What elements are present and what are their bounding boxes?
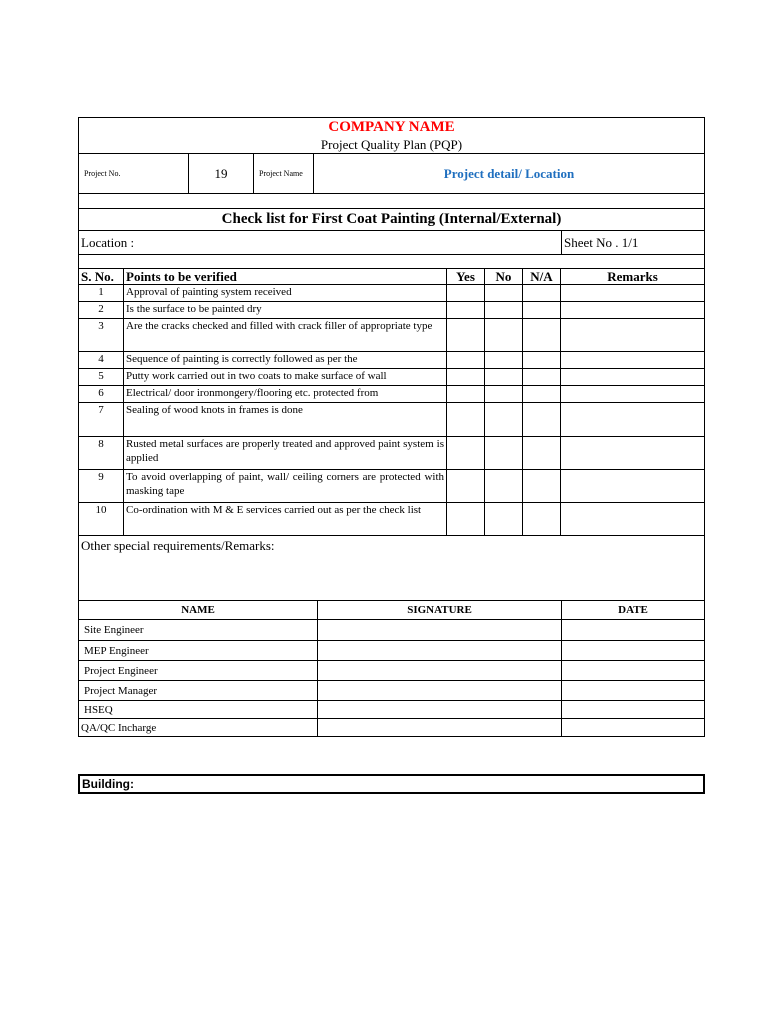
row-sno: 10 xyxy=(79,503,124,535)
col-name: NAME xyxy=(79,601,318,619)
location-row xyxy=(78,231,705,255)
na-cell[interactable] xyxy=(523,386,561,402)
project-no-value: 19 xyxy=(189,154,254,193)
project-no-label: Project No. xyxy=(79,154,189,193)
checklist-row xyxy=(78,369,705,386)
checklist-header xyxy=(78,269,705,285)
checklist-row xyxy=(78,503,705,536)
checklist-row xyxy=(78,352,705,369)
checklist-row xyxy=(78,470,705,503)
col-signature: SIGNATURE xyxy=(318,601,562,619)
na-cell[interactable] xyxy=(523,403,561,436)
form-title: Check list for First Coat Painting (Internal/External) xyxy=(78,209,705,231)
signature-cell[interactable] xyxy=(318,719,562,736)
row-sno: 4 xyxy=(79,352,124,368)
remarks-cell[interactable] xyxy=(561,352,704,368)
project-name-value: Project detail/ Location xyxy=(443,165,575,181)
col-date: DATE xyxy=(618,604,648,616)
yes-cell[interactable] xyxy=(447,285,485,301)
yes-cell[interactable] xyxy=(447,352,485,368)
row-point: Co-ordination with M & E services carried out as per the check list xyxy=(124,503,447,535)
no-cell[interactable] xyxy=(485,352,523,368)
row-sno: 5 xyxy=(79,369,124,385)
date-cell[interactable] xyxy=(562,620,704,640)
date-cell[interactable] xyxy=(562,641,704,660)
remarks-cell[interactable] xyxy=(561,403,704,436)
signoff-row xyxy=(78,641,705,661)
no-cell[interactable] xyxy=(485,369,523,385)
yes-cell[interactable] xyxy=(447,437,485,469)
checklist-form xyxy=(78,117,705,737)
row-sno: 2 xyxy=(79,302,124,318)
checklist-row xyxy=(78,386,705,403)
col-yes: Yes xyxy=(447,269,485,284)
checklist-row xyxy=(78,285,705,302)
row-sno: 9 xyxy=(79,470,124,502)
role-name: Project Manager xyxy=(79,681,318,700)
date-cell[interactable] xyxy=(562,701,704,718)
signature-cell[interactable] xyxy=(318,681,562,700)
na-cell[interactable] xyxy=(523,352,561,368)
col-points: Points to be verified xyxy=(124,269,447,284)
signoff-row xyxy=(78,661,705,681)
role-name: Project Engineer xyxy=(79,661,318,680)
col-no: No xyxy=(485,269,523,284)
row-sno: 8 xyxy=(79,437,124,469)
spacer-row xyxy=(78,194,705,209)
row-point: Putty work carried out in two coats to make surface of wall xyxy=(124,369,447,385)
remarks-cell[interactable] xyxy=(561,285,704,301)
no-cell[interactable] xyxy=(485,503,523,535)
remarks-cell[interactable] xyxy=(561,503,704,535)
no-cell[interactable] xyxy=(485,285,523,301)
na-cell[interactable] xyxy=(523,437,561,469)
signoff-row xyxy=(78,701,705,719)
row-sno: 6 xyxy=(79,386,124,402)
col-sno: S. No. xyxy=(79,269,124,284)
date-cell[interactable] xyxy=(562,719,704,736)
building-field[interactable] xyxy=(78,774,705,794)
row-point: Sealing of wood knots in frames is done xyxy=(124,403,447,436)
signature-cell[interactable] xyxy=(318,620,562,640)
checklist-row xyxy=(78,302,705,319)
no-cell[interactable] xyxy=(485,403,523,436)
row-sno: 3 xyxy=(79,319,124,351)
checklist-row xyxy=(78,319,705,352)
signature-cell[interactable] xyxy=(318,641,562,660)
date-cell[interactable] xyxy=(562,681,704,700)
remarks-cell[interactable] xyxy=(561,386,704,402)
checklist-row xyxy=(78,403,705,437)
no-cell[interactable] xyxy=(485,319,523,351)
na-cell[interactable] xyxy=(523,369,561,385)
row-point: Electrical/ door ironmongery/flooring etc. protected from xyxy=(124,386,447,402)
company-name: COMPANY NAME xyxy=(78,117,705,137)
role-name: QA/QC Incharge xyxy=(79,719,318,736)
role-name: HSEQ xyxy=(79,701,318,718)
col-na: N/A xyxy=(523,269,561,284)
remarks-cell[interactable] xyxy=(561,437,704,469)
remarks-cell[interactable] xyxy=(561,470,704,502)
no-cell[interactable] xyxy=(485,470,523,502)
row-sno: 1 xyxy=(79,285,124,301)
other-remarks-label: Other special requirements/Remarks: xyxy=(81,538,275,553)
row-sno: 7 xyxy=(79,403,124,436)
signoff-row xyxy=(78,620,705,641)
signoff-row xyxy=(78,681,705,701)
other-remarks[interactable] xyxy=(78,536,705,601)
row-point: To avoid overlapping of paint, wall/ ceiling corners are protected with masking tape xyxy=(124,470,447,502)
na-cell[interactable] xyxy=(523,470,561,502)
signoff-row xyxy=(78,719,705,737)
signature-cell[interactable] xyxy=(318,661,562,680)
plan-title: Project Quality Plan (PQP) xyxy=(78,137,705,154)
role-name: Site Engineer xyxy=(79,620,318,640)
yes-cell[interactable] xyxy=(447,403,485,436)
spacer-row xyxy=(78,255,705,269)
yes-cell[interactable] xyxy=(447,386,485,402)
no-cell[interactable] xyxy=(485,386,523,402)
project-info-row xyxy=(78,154,705,194)
na-cell[interactable] xyxy=(523,319,561,351)
remarks-cell[interactable] xyxy=(561,319,704,351)
no-cell[interactable] xyxy=(485,302,523,318)
row-point: Rusted metal surfaces are properly treated and approved paint system is applied xyxy=(124,437,447,469)
yes-cell[interactable] xyxy=(447,470,485,502)
location-label: Location : xyxy=(79,231,562,254)
row-point: Sequence of painting is correctly followed as per the xyxy=(124,352,447,368)
na-cell[interactable] xyxy=(523,503,561,535)
col-remarks: Remarks xyxy=(607,269,658,284)
row-point: Are the cracks checked and filled with crack filler of appropriate type xyxy=(124,319,447,351)
project-name-label: Project Name xyxy=(254,154,314,193)
yes-cell[interactable] xyxy=(447,503,485,535)
yes-cell[interactable] xyxy=(447,319,485,351)
sheet-no: Sheet No . 1/1 xyxy=(564,234,639,250)
date-cell[interactable] xyxy=(562,661,704,680)
yes-cell[interactable] xyxy=(447,302,485,318)
no-cell[interactable] xyxy=(485,437,523,469)
role-name: MEP Engineer xyxy=(79,641,318,660)
row-point: Approval of painting system received xyxy=(124,285,447,301)
na-cell[interactable] xyxy=(523,285,561,301)
na-cell[interactable] xyxy=(523,302,561,318)
row-point: Is the surface to be painted dry xyxy=(124,302,447,318)
remarks-cell[interactable] xyxy=(561,302,704,318)
building-label: Building: xyxy=(82,777,134,791)
signature-cell[interactable] xyxy=(318,701,562,718)
signoff-header xyxy=(78,601,705,620)
checklist-row xyxy=(78,437,705,470)
yes-cell[interactable] xyxy=(447,369,485,385)
remarks-cell[interactable] xyxy=(561,369,704,385)
